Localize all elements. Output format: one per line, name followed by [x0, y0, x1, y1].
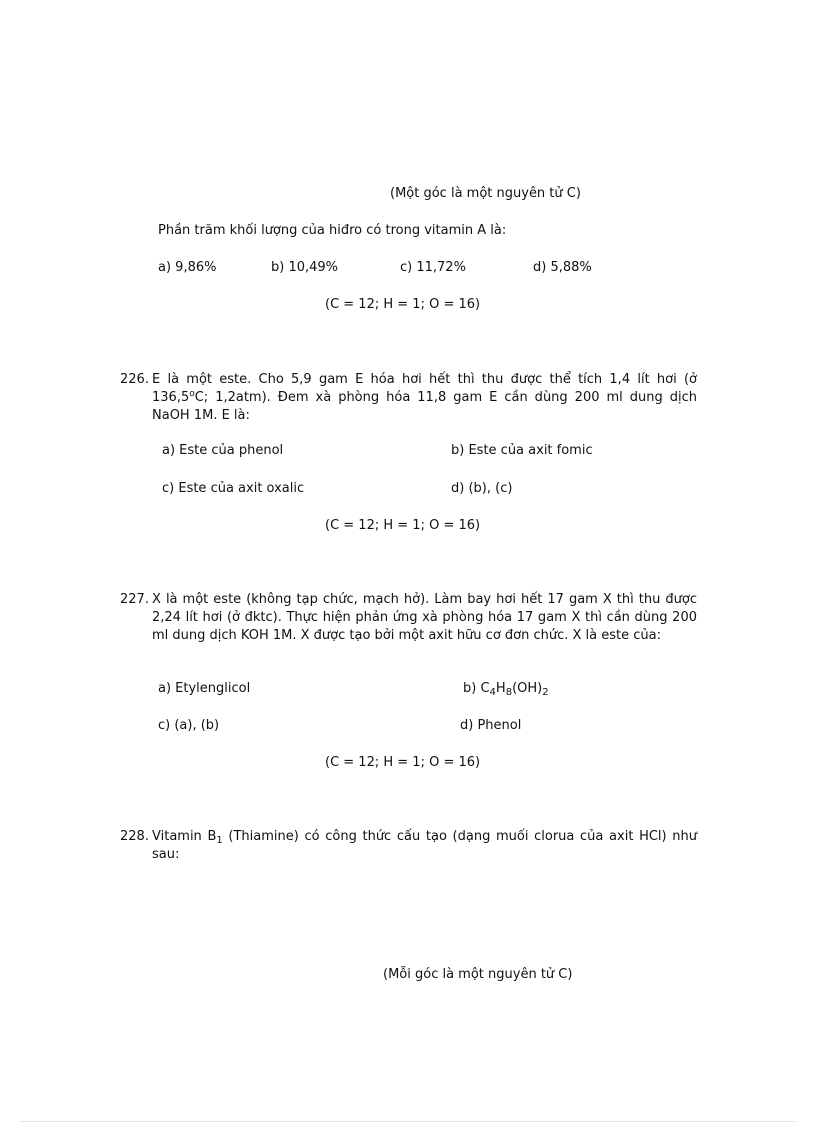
question-text-228-part2: (Thiamine) có công thức cấu tạo (dạng muối clorua của axit HCl) như sau: — [152, 829, 697, 862]
vitamin-subscript: 1 — [216, 835, 223, 846]
option-b — [463, 680, 549, 698]
question-number-227: 227. — [120, 592, 149, 607]
option-c: c) 11,72% — [400, 260, 466, 275]
option-a: a) Este của phenol — [162, 443, 284, 458]
formula-part: b) C — [463, 681, 490, 696]
formula-subscript: 4 — [489, 687, 496, 698]
option-d: d) (b), (c) — [451, 481, 513, 496]
formula-part: H — [495, 681, 506, 696]
option-d: d) 5,88% — [533, 260, 592, 275]
atomic-masses: (C = 12; H = 1; O = 16) — [325, 297, 481, 312]
question-number-228: 228. — [120, 829, 149, 844]
question-text-vitamin-a: Phần trăm khối lượng của hiđro có trong vitamin A là: — [158, 223, 507, 238]
option-a: a) Etylenglicol — [158, 681, 251, 696]
degree-mark: o — [189, 389, 195, 399]
option-b: b) 10,49% — [271, 260, 339, 275]
option-a: a) 9,86% — [158, 260, 217, 275]
question-text-226-part2: C; 1,2atm). Đem xà phòng hóa 11,8 gam E cần dùng 200 ml dung dịch NaOH 1M. E là: — [152, 390, 697, 423]
question-text-226 — [152, 371, 697, 425]
option-c: c) (a), (b) — [158, 718, 220, 733]
option-d: d) Phenol — [460, 718, 522, 733]
question-text-227: X là một este (không tạp chức, mạch hở). Làm bay hơi hết 17 gam X thì thu được 2,24 lít hơi (ở đktc). Thực hiện phản ứng xà phòng hóa 17 gam X thì cần dùng 200 ml dung dịch KOH 1M. X được tạo bởi một axit hữu cơ đơn chức. X là este của: — [152, 592, 697, 643]
question-text-226-part1: E là một este. Cho 5,9 gam E hóa hơi hết thì thu được thể tích 1,4 lít hơi (ở 136,5 — [152, 372, 697, 405]
figure-caption-thiamine: (Mỗi góc là một nguyên tử C) — [383, 967, 573, 982]
question-text-228-part1: Vitamin B — [152, 829, 217, 844]
option-b: b) Este của axit fomic — [451, 443, 593, 458]
formula-part: (OH) — [512, 681, 543, 696]
page-bottom-rule — [20, 1121, 796, 1122]
figure-caption-vitamin-a: (Một góc là một nguyên tử C) — [390, 186, 581, 201]
atomic-masses: (C = 12; H = 1; O = 16) — [325, 755, 481, 770]
atomic-masses: (C = 12; H = 1; O = 16) — [325, 518, 481, 533]
question-text-228 — [152, 828, 697, 864]
formula-subscript: 2 — [542, 687, 549, 698]
option-c: c) Este của axit oxalic — [162, 481, 305, 496]
question-number-226: 226. — [120, 372, 149, 387]
formula-subscript: 8 — [505, 687, 513, 698]
